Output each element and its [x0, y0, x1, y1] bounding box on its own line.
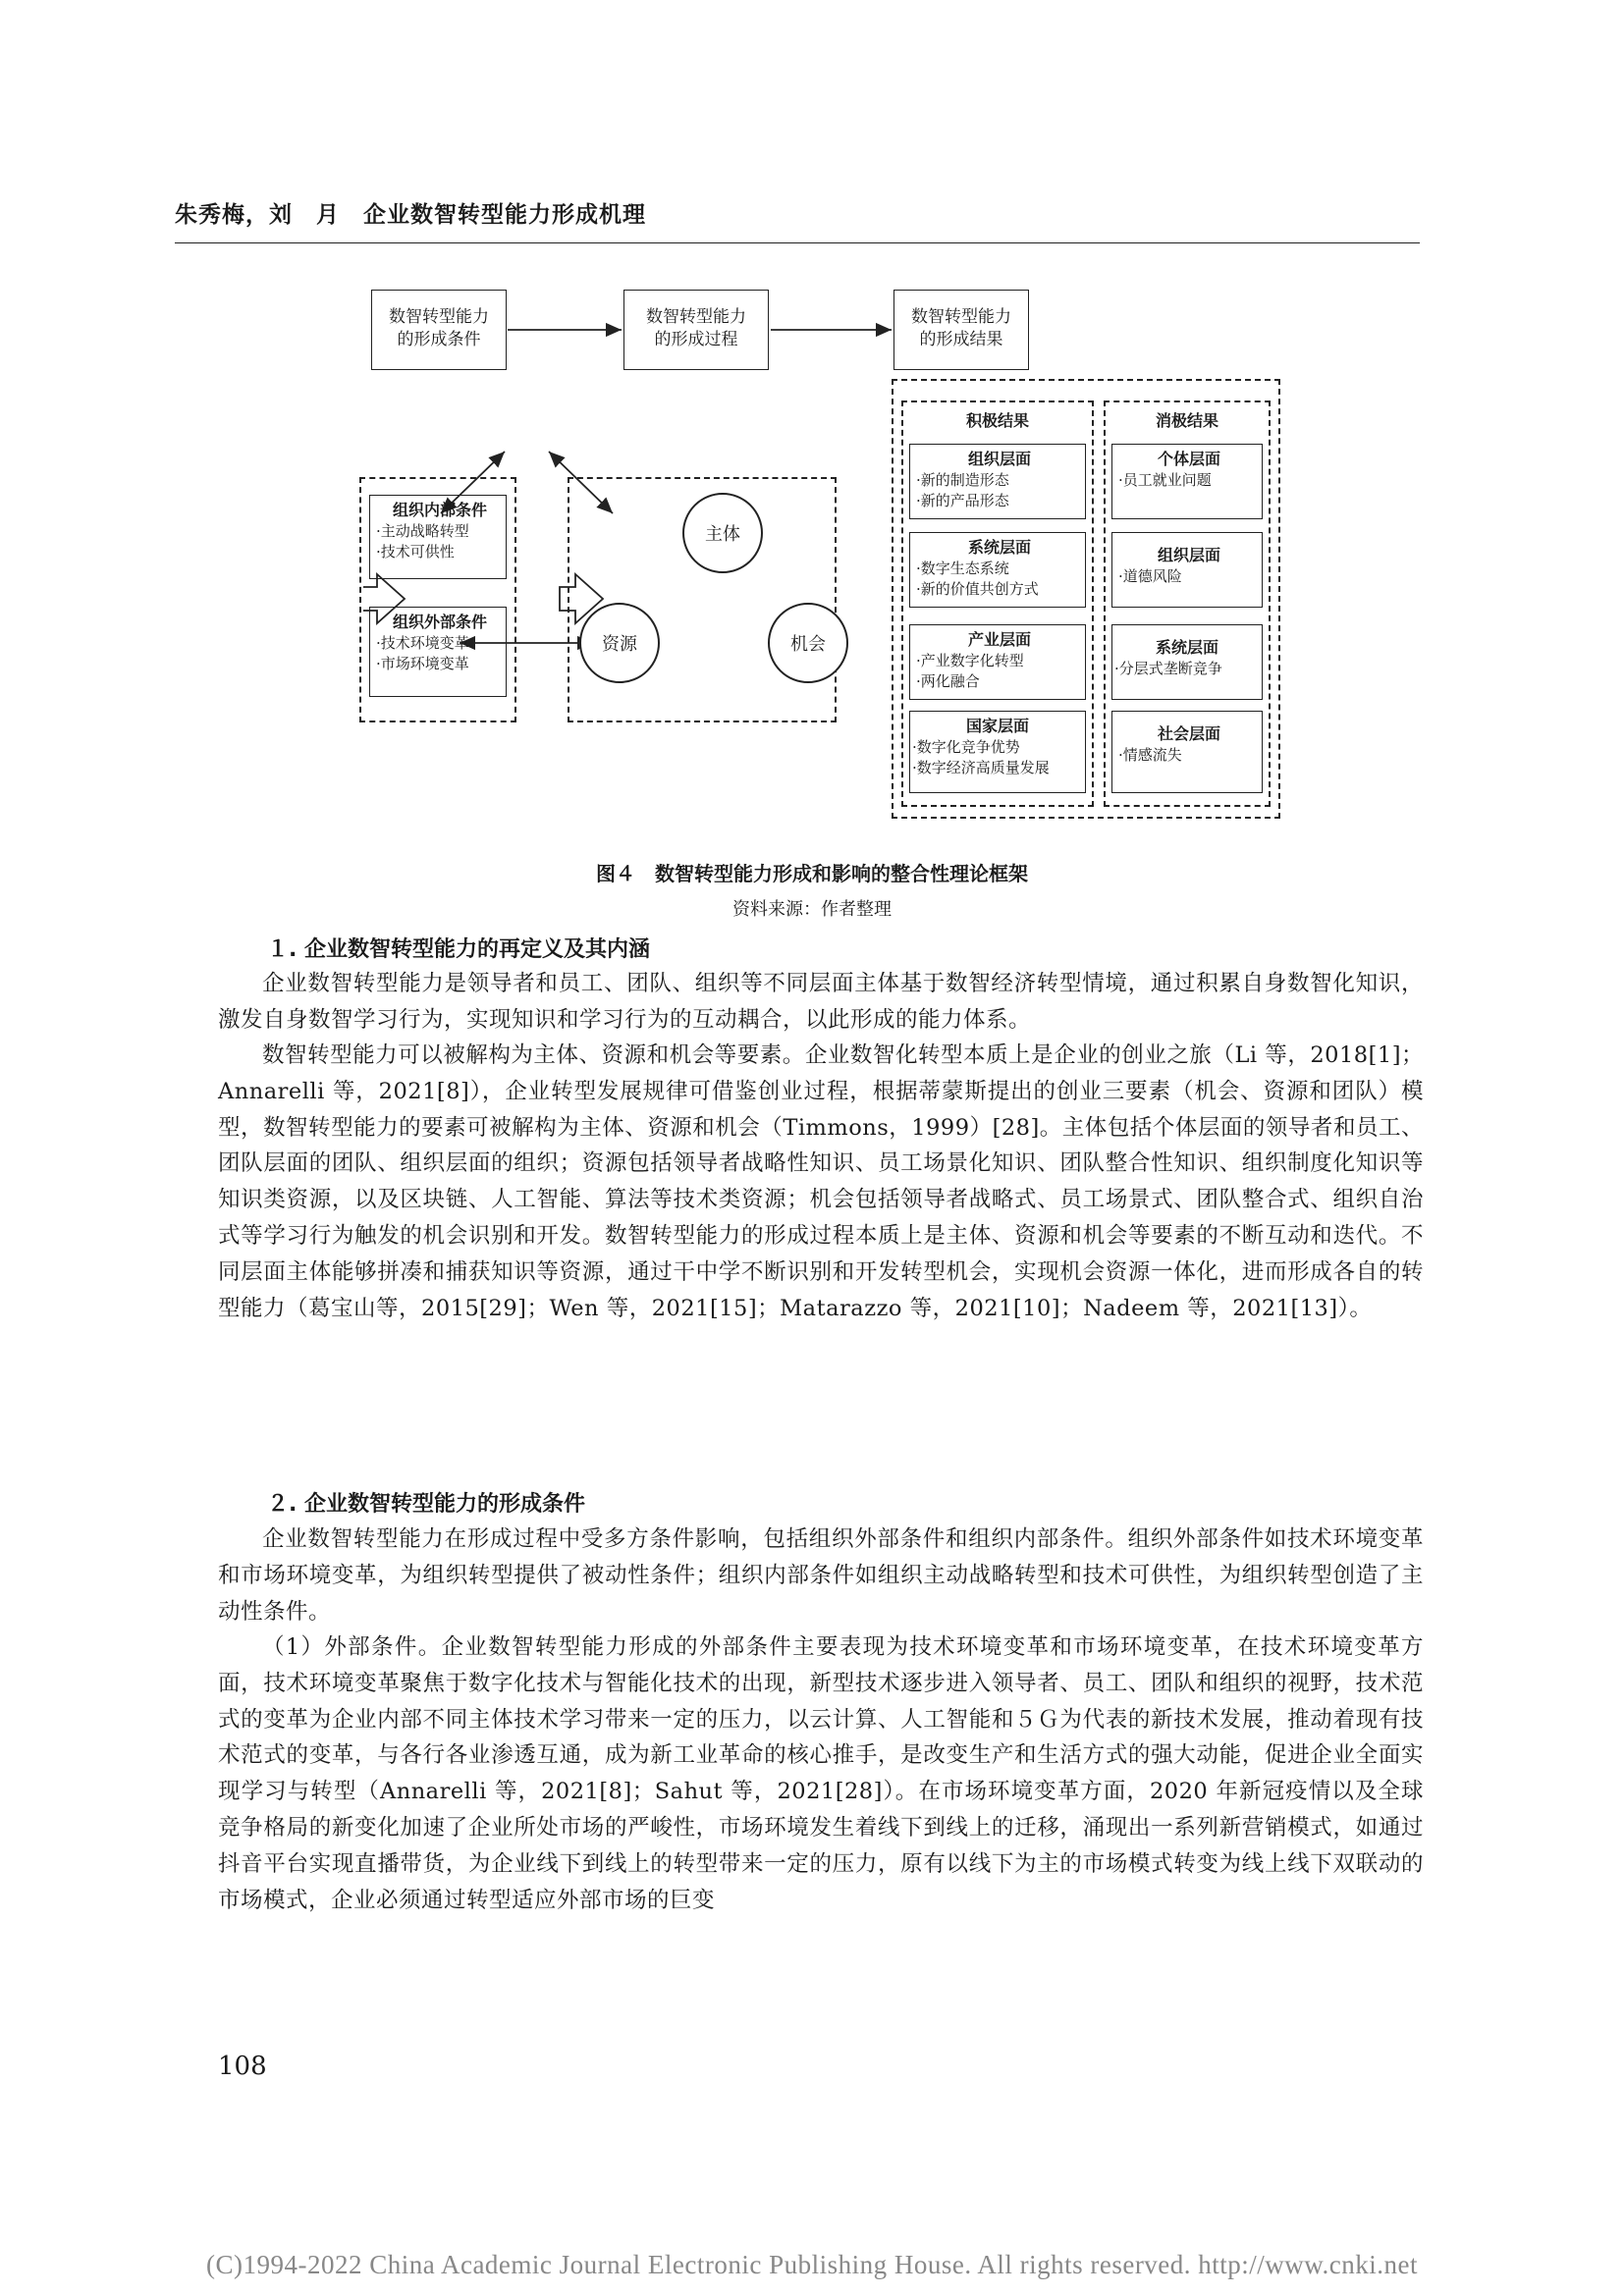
internal-conditions-box — [369, 495, 507, 579]
block-title: 产业层面 — [967, 630, 1031, 649]
block-title: 组织层面 — [967, 450, 1031, 468]
block-title: 国家层面 — [965, 717, 1029, 735]
positive-results-heading: 积极结果 — [965, 411, 1029, 430]
paragraph: 数智转型能力可以被解构为主体、资源和机会等要素。企业数智化转型本质上是企业的创业之旅（Li 等，2018[1]；Annarelli 等，2021[8]），企业转型发展规律可借鉴创业过程，根据蒂蒙斯提出的创业三要素（机会、资源和团队）模型，数智转型能力的要素可被解构为主体、资源和机会（Timmons，1999）[28]。主体包括个体层面的领导者和员工、团队层面的团队、组织层面的组织；资源包括领导者战略性知识、员工场景化知识、团队整合性知识、组织制度化知识等知识类资源，以及区块链、人工智能、算法等技术类资源；机会包括领导者战略式、员工场景式、团队整合式、组织自治式等学习行为触发的机会识别和开发。数智转型能力的形成过程本质上是主体、资源和机会等要素的不断互动和迭代。不同层面主体能够拼凑和捕获知识等资源，通过干中学不断识别和开发转型机会，实现机会资源一体化，进而形成各自的转型能力（葛宝山等，2015[29]；Wen 等，2021[15]；Matarazzo 等，2021[10]；Nadeem 等，2021[13]）。 — [218, 1042, 1424, 1321]
node-resource: 资源 — [579, 603, 660, 683]
negative-block — [1111, 532, 1263, 608]
block-item: ·数字化竞争优势 — [912, 738, 1020, 756]
section-heading: ２. 企业数智转型能力的形成条件 — [267, 1492, 586, 1517]
negative-block — [1111, 711, 1263, 793]
framework-figure — [363, 267, 1286, 827]
top-box-process: 数智转型能力 的形成过程 — [623, 290, 769, 370]
paragraph: （1）外部条件。企业数智转型能力形成的外部条件主要表现为技术环境变革和市场环境变革，在技术环境变革方面，技术环境变革聚焦于数字化技术与智能化技术的出现，新型技术逐步进入领导者、员工、团队和组织的视野，技术范式的变革为企业内部不同主体技术学习带来一定的压力，以云计算、人工智能和５Ｇ为代表的新技术发展，推动着现有技术范式的变革，与各行各业渗透互通，成为新工业革命的核心推手，是改变生产和生活方式的强大动能，促进企业全面实现学习与转型（Annarelli 等，2021[8]；Sahut 等，2021[28]）。在市场环境变革方面，2020 年新冠疫情以及全球竞争格局的新变化加速了企业所处市场的严峻性，市场环境发生着线下到线上的迁移，涌现出一系列新营销模式，如通过抖音平台实现直播带货，为企业线下到线上的转型带来一定的压力，原有以线下为主的市场模式转变为线上线下双联动的市场模式，企业必须通过转型适应外部市场的巨变 — [218, 1634, 1424, 1913]
paragraph: 企业数智转型能力是领导者和员工、团队、组织等不同层面主体基于数智经济转型情境，通过积累自身数智化知识，激发自身数智学习行为，实现知识和学习行为的互动耦合，以此形成的能力体系。 — [218, 971, 1424, 1033]
negative-block — [1111, 624, 1263, 700]
figure-source: 资料来源：作者整理 — [732, 899, 892, 920]
internal-conditions-title: 组织内部条件 — [392, 501, 487, 519]
negative-block — [1111, 444, 1263, 519]
running-header: 朱秀梅，刘 月 企业数智转型能力形成机理 — [175, 202, 646, 228]
positive-block — [909, 711, 1086, 793]
section-heading: １. 企业数智转型能力的再定义及其内涵 — [267, 937, 651, 962]
block-item: ·数字经济高质量发展 — [912, 759, 1050, 776]
block-title: 组织层面 — [1157, 546, 1220, 564]
positive-block — [909, 624, 1086, 700]
block-item: ·产业数字化转型 — [916, 652, 1024, 669]
block-title: 系统层面 — [1155, 638, 1218, 657]
figure-caption: 图４ 数智转型能力形成和影响的整合性理论框架 — [596, 862, 1028, 885]
node-opportunity: 机会 — [768, 603, 848, 683]
block-item: ·新的产品形态 — [916, 492, 1009, 509]
block-title: 个体层面 — [1157, 450, 1220, 468]
internal-item: ·主动战略转型 — [376, 522, 469, 540]
block-item: ·情感流失 — [1118, 746, 1182, 764]
top-box-results: 数智转型能力 的形成结果 — [893, 290, 1029, 370]
block-item: ·两化融合 — [916, 672, 980, 690]
internal-item: ·技术可供性 — [376, 543, 455, 561]
block-item: ·员工就业问题 — [1118, 471, 1212, 489]
paragraph: 企业数智转型能力在形成过程中受多方条件影响，包括组织外部条件和组织内部条件。组织外部条件如技术环境变革和市场环境变革，为组织转型提供了被动性条件；组织内部条件如组织主动战略转型和技术可供性，为组织转型创造了主动性条件。 — [218, 1526, 1424, 1625]
block-item: ·新的制造形态 — [916, 471, 1009, 489]
top-box-conditions: 数智转型能力 的形成条件 — [371, 290, 507, 370]
copyright-footer: (C)1994-2022 China Academic Journal Electronic Publishing House. All rights reserved. http://www.cnki.net — [205, 2250, 1419, 2279]
block-title: 社会层面 — [1157, 724, 1220, 743]
external-conditions-box — [369, 607, 507, 697]
positive-block — [909, 532, 1086, 608]
external-conditions-title: 组织外部条件 — [392, 613, 487, 631]
external-item: ·市场环境变革 — [376, 655, 469, 672]
node-subject: 主体 — [682, 493, 763, 573]
block-item: ·分层式垄断竞争 — [1114, 660, 1222, 677]
header-rule — [175, 242, 1420, 243]
block-title: 系统层面 — [967, 538, 1031, 557]
block-item: ·数字生态系统 — [916, 560, 1009, 577]
block-item: ·新的价值共创方式 — [916, 580, 1039, 598]
external-item: ·技术环境变革 — [376, 634, 469, 652]
positive-block — [909, 444, 1086, 519]
page-number: 108 — [218, 2052, 267, 2081]
block-item: ·道德风险 — [1118, 567, 1182, 585]
negative-results-heading: 消极结果 — [1155, 411, 1218, 430]
